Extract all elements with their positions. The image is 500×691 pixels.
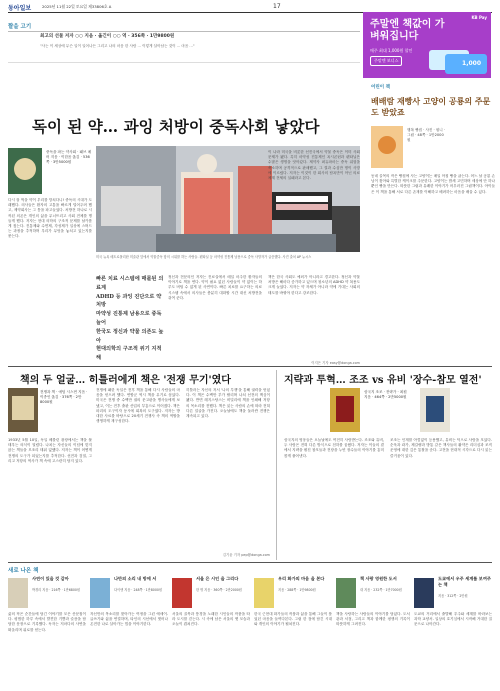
article-body-col1: 다시 잘 먹을 약이 우리를 망치다니! 중독의 시대가 도래했다. 의사들은 환자의 고통을 빠르게 덜어주려 했고, 제약회사는 그 틈을 파고들었다. 처방전 하나로 시작된 의존은 개인의 삶을 무너뜨리고 사회 전체를 병들게 했다. 저자는 현대 의학의 구조적 문제를 날카롭게 짚는다. 진통제와 수면제, 각성제가 일상에 스며드는 과정을 추적하며 우리가 무엇을 놓치고 있는지를 묻는다. [8,198,92,239]
cat-icon [378,136,396,154]
byline: 이지은 기자 easy@donga.com [311,361,360,365]
strategist-icon [426,396,444,422]
new-book-info: 지음 · 312쪽 · 2만원 [438,594,468,598]
ad-subline: 매주 최대 1,000원 할인 [370,48,413,53]
book-cover-image [8,148,42,194]
mid-right-headline: 지략과 투혁… 조조 vs 유비 '장수-참모 열전' [284,375,482,386]
childrens-book-cover [371,126,403,168]
new-books-tag: 새로 나온 책 [8,568,39,574]
kbpay-advertisement[interactable] [363,12,491,78]
newspaper-logo: 동아일보 [8,5,32,12]
pull-quote-top: "사는 이 세상에 무슨 일이 일어나든 그리고 나의 마음 한 사람 ... 이렇게 살아남는 것이 ... 마음 ..." [40,44,195,48]
childrens-book-info: 행복 빵집 · 사진 · 원니 · 그림 · 48쪽 · 1만2000원 [407,128,446,142]
new-book-title: 우리 화가의 마음 을 본다 [278,576,325,581]
byline: 김기윤 기자 pep@donga.com [222,553,270,557]
ad-headline: 주말엔 책값이 가벼워집니다 [370,19,445,42]
book-info: 중독을 파는 약사회 · 패브 메어 지음 · 이한음 옮김 · 536쪽 · 3만5000원 [46,150,92,165]
new-book-body: 도쿄의 거리에서 출발해 우주와 세계를 바라보는 과학 교양서. 일상의 호기심에서 시작해 거대한 질문으로 나아간다. [414,612,492,627]
article-body-col2: 정신과 전문의인 저자는 진료실에서 매일 마주한 환자들의 이야기로 책을 연다. 약이 필요 없던 사람들이 약 없이는 하루도 버틸 수 없게 된 사연이다. 빠른 치료를 요구하는 의료 시스템 속에서 의사들은 충분히 대화할 시간 대신 처방전을 쥐여 준다. [168,275,262,300]
pill-icon [14,158,36,180]
mid-left-body-col2: 전쟁에 패한 독일은 전후 책을 통해 다시 사람들의 마음을 얻으려 했다. 연합군 역시 책을 무기로 삼았다. 미국은 전쟁 중 수백만 권의 문고판을 병사들에게 보냈고, 이는 전후 출판 산업의 부흥으로 이어졌다. 책은 파괴의 도구이자 동시에 회복의 도구였다. 저자는 방대한 사료를 바탕으로 20세기 전쟁사 속 책의 역할을 생생하게 재구성한다. [96,388,180,424]
new-book-info: 지음 · 288쪽 · 1만9800원 [278,588,316,592]
page-number: 17 [273,3,281,10]
book-cover-image [8,578,28,608]
new-book-title: 도쿄에서 우주 세계를 보여주는 책 [438,576,491,587]
section-divider [8,562,492,563]
new-book-body: 한국 근현대 화가들의 작품과 삶을 통해 그들이 품었던 마음을 들여다본다. 그림 한 점에 담긴 시대와 개인의 이야기가 펼쳐진다. [254,612,332,627]
article-body-col3: 책은 한국 사회도 예외가 아니라고 경고한다. 정신과 약물 처방은 해마다 증가하고 있으며 청소년의 ADHD 약 복용도 크게 늘었다. 저자는 약 자체가 아니라 약에 기대는 사회의 태도를 바꿔야 한다고 강조한다. [268,275,360,295]
three-kingdoms-book-info: 삼국지 조조 · 전략가 · 최원 지음 · 464쪽 · 2만5000원 [364,390,407,399]
book-icon [12,396,34,420]
new-book-info: 대 지음 · 232쪽 · 1만7000원 [360,588,402,592]
new-book-info: 박경리 지음 · 216쪽 · 1만6800원 [32,588,80,592]
new-book-item[interactable] [90,576,170,688]
book-title-line: 최고의 선물 저자 ○○ 지음 · 옮긴이 ○○ 역 · 356쪽 · 1만9800원 [40,34,175,39]
issue-date: 2025년 11월 22일 토요일 제33806호 A [42,4,112,9]
book-cover-image [254,578,274,608]
divider [8,31,360,32]
main-headline: 독이 된 약… 과잉 처방이 중독사회 낳았다 [32,117,320,136]
new-book-body: 서울의 골목과 풍경을 노래한 시인들의 작품을 따라 도시를 걷는다. 시 속에 남은 서울의 옛 모습과 오늘이 겹쳐진다. [172,612,250,627]
new-book-info: 다이앤 지음 · 248쪽 · 1만8000원 [114,588,162,592]
new-book-body: 자신만의 목소리를 찾아가는 여정을 그린 에세이. 글쓰기와 삶을 연결하며, 타인의 시선에서 벗어나 온전한 나로 살아가는 법을 이야기한다. [90,612,168,627]
new-book-body: 책을 사랑하는 사람들의 이야기를 담았다. 도서관과 서점, 그리고 책과 함께한 평생의 기록이 따뜻하게 그려진다. [336,612,410,627]
new-book-item[interactable] [8,576,88,688]
new-book-item[interactable] [414,576,492,688]
mid-right-body-col2: 조조는 인재를 아낌없이 등용했고, 유비는 덕으로 사람을 모았다. 순욱과 곽가, 제갈량과 방통 같은 책사들의 활약은 리더십과 조직 운영에 대한 깊은 통찰을 준다. 고전을 현대적 시각으로 다시 읽는 즐거움이 있다. [390,438,492,458]
war-book-info: 전쟁과 책 · 애덤 시스먼 지음 · 이종인 옮김 · 376쪽 · 2만8000원 [40,390,88,404]
three-kingdoms-book-cover-1 [330,388,360,432]
mid-left-body-col1: 1933년 5월 10일, 독일 베를린 광장에서는 책을 불태우는 의식이 열렸다. 나치는 자신들의 이념에 맞지 않는 책들을 모조리 태워 없앴다. 저자는 책이 어떻게 전쟁의 도구가 되었는지를 추적한다. 선전과 검열, 그리고 저항의 역사가 책 속에 고스란히 담겨 있다. [8,438,92,463]
book-cover-image [172,578,192,608]
section-tag: 짤을 고기 [8,24,32,30]
ad-card-value: 1,000 [462,60,481,67]
new-book-item[interactable] [254,576,334,688]
column-divider [276,370,277,560]
new-book-info: 한 명 지음 · 360쪽 · 2만2000원 [196,588,242,592]
war-book-cover [8,388,38,432]
photo-caption: 미국 뉴욕 메트로폴리탄 미술관 앞에서 약물중독 항의 시위를 하는 사람들. 펜타닐 등 마약성 진통제 남용으로 중독 사망자가 급증했다. 사진 출처 AP 뉴시스 [96,255,312,259]
three-kingdoms-book-cover-2 [420,388,450,432]
section-divider [8,366,492,367]
new-book-title: 서울 은 시인 을 그리다 [196,576,239,581]
ad-brand: KB Pay [471,15,487,20]
book-cover-image [336,578,356,608]
book-cover-image [90,578,110,608]
new-book-title: 책 사랑 영원한 도서 [360,576,397,581]
new-book-item[interactable] [336,576,412,688]
article-body-col3-top: 이 나라 미국을 비롯한 선진국에서 약물 중독은 이미 사회 문제가 됐다. 특히 마약성 진통제인 옥시콘틴과 펜타닐은 수많은 생명을 앗아갔다. 제약사 퍼듀파마는 중독 위험을 축소하며 공격적으로 판매했고, 그 결과 수십만 명이 사망에 이르렀다. 저자는 이것이 한 회사의 탐욕만이 아닌 의료 체계 전체의 실패라고 본다. [268,150,360,181]
mid-right-body-col1: 삼국지의 영웅들은 오늘날에도 여전히 사랑받는다. 조조와 유비, 두 사람은 전혀 다른 방식으로 천하를 꿈꿨다. 저자는 이들의 곁에서 지략을 펼친 참모들과 전장을 누빈 장수들의 이야기를 흥미롭게 풀어낸다. [284,438,384,458]
childrens-book-section [371,85,495,290]
new-book-title: 사연이 있을 것 같아 [32,576,69,581]
pullquote: 빠른 치료 시스템에 매몰된 의료계 ADHD 등 과잉 진단으로 약 처방 마약성 진통제 남용으로 중독 늘어 한국도 정신과 약물 의존도 높아 현대의학의 구조적 위기 지적해 [96,276,164,362]
new-book-title: 나만의 소리 내 방에 서 [114,576,157,581]
divider [8,62,360,63]
childrens-book-headline: 배배람 재빵사 고양이 공룡의 주문도 받았죠 [371,96,491,117]
ad-cta-button[interactable]: 주말엔 보너스 [370,56,402,66]
book-cover-image [414,578,434,608]
new-books-strip [8,576,492,688]
warrior-icon [336,396,354,422]
mid-left-body-col3: 히틀러는 자신의 저서 '나의 투쟁'을 통해 권력을 얻었다. 이 책은 수백만 부가 팔리며 나치 선전의 핵심이 됐다. 반면 레지스탕스는 비밀리에 책을 인쇄해 저항의 목소리를 전했다. 책은 읽는 사람의 손에 따라 전혀 다른 얼굴을 가진다. 오늘날에도 책을 둘러싼 전쟁은 계속되고 있다. [186,388,270,419]
section-tag: 어린이 책 [371,85,390,90]
new-book-body: 삶의 작은 순간들에 담긴 이야기를 모은 산문집이다. 평범한 하루 속에서 발견한 기쁨과 슬픔을 담담한 문장으로 기록했다. 독자는 저마다의 사연을 떠올리며 위로를 얻는다. [8,612,86,632]
childrens-book-body: 동네 골목의 작은 빵집에 사는 고양이는 매일 아침 빵을 굽는다. 어느 날 공룡 손님이 찾아와 특별한 케이크를 주문한다. 고양이는 밤새 고민하며 세상에 단 하나뿐인 빵을 만든다. 따뜻한 그림과 유쾌한 이야기가 어우러진 그림책이다. 아이들은 이 책을 통해 서로 다른 존재를 이해하고 배려하는 마음을 배울 수 있다. [371,174,495,194]
new-book-item[interactable] [172,576,252,688]
mid-left-headline: 책의 두 얼굴… 히틀러에게 책은 '전쟁 무기'였다 [20,375,231,386]
